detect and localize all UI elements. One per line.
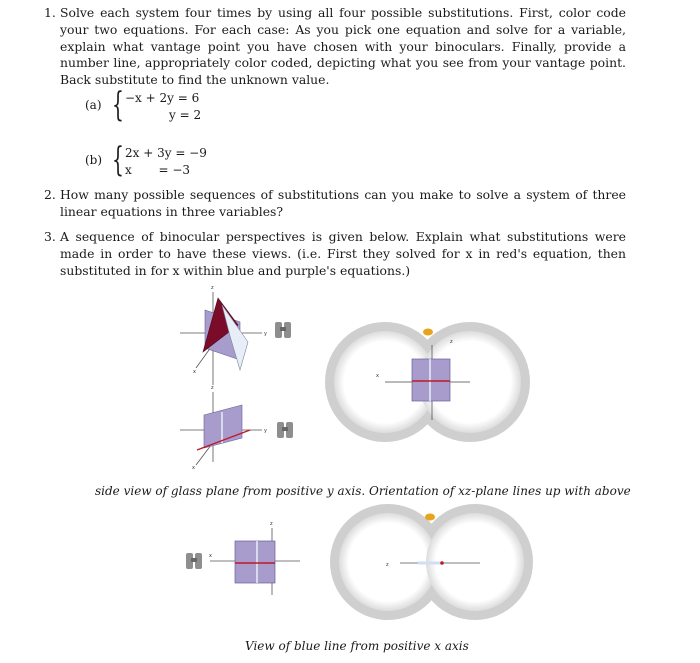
problem-1-number: 1. [44,5,56,20]
problem-2-text: How many possible sequences of substitutions can you make to solve a system of three linear equations in three variables? [60,187,626,219]
x-axis-label: x [192,465,195,471]
purple-plane [412,359,450,401]
z-axis-label: z [211,385,214,391]
y-axis-label: y [264,428,267,434]
problem-2-number: 2. [44,187,56,202]
figure-3d-planes [180,285,267,385]
red-point [440,561,444,565]
caption-blue-line-view: View of blue line from positive x axis [245,639,469,653]
caption-side-view: side view of glass plane from positive y axis. Orientation of xz-plane lines up with above [95,484,631,498]
x-axis-label: x [193,369,196,375]
binocular-view-1 [325,322,530,442]
problem-3-text: A sequence of binocular perspectives is given below. Explain what substitutions were made in order to have these views. (i.e. First they solved for x in red's equation, then substituted in for x within blue and purple's equations.) [60,229,626,278]
problem-1-text: Solve each system four times by using all four possible substitutions. First, color code your two equations. For each case: As you pick one equation and solve for a variable, explain what vantage point you have chosen with your binoculars. Finally, provide a number line, appropriately color coded, depicting what you see from your vantage point. Back substitute to find the unknown value. [60,5,626,88]
z-axis-label: z [386,562,389,568]
z-axis-label: z [450,339,453,345]
figure-side-view [209,521,300,595]
purple-plane [235,541,275,583]
x-axis-label: x [209,553,212,559]
system-a-brace: { [112,85,124,125]
x-axis-label: x [376,373,379,379]
figure-3d-plane-line [180,385,267,471]
system-b-label: (b) [85,153,103,167]
y-axis-label: y [264,331,267,337]
purple-plane [204,405,242,448]
focus-knob [423,329,433,336]
system-a-eq2: y = 2 [169,108,202,122]
system-b-eq1: 2x + 3y = −9 [125,146,207,160]
system-a-label: (a) [85,98,102,112]
binoculars-icon [186,553,202,569]
focus-knob [425,514,435,521]
binoculars-icon [277,422,293,438]
system-a-eq1: −x + 2y = 6 [125,91,200,105]
system-b-brace: { [112,140,124,180]
system-b-eq2: x = −3 [125,163,191,177]
z-axis-label: z [270,521,273,527]
binocular-view-2 [330,504,533,620]
problem-3-number: 3. [44,229,56,244]
binoculars-icon [275,322,291,338]
z-axis-label: z [211,285,214,291]
